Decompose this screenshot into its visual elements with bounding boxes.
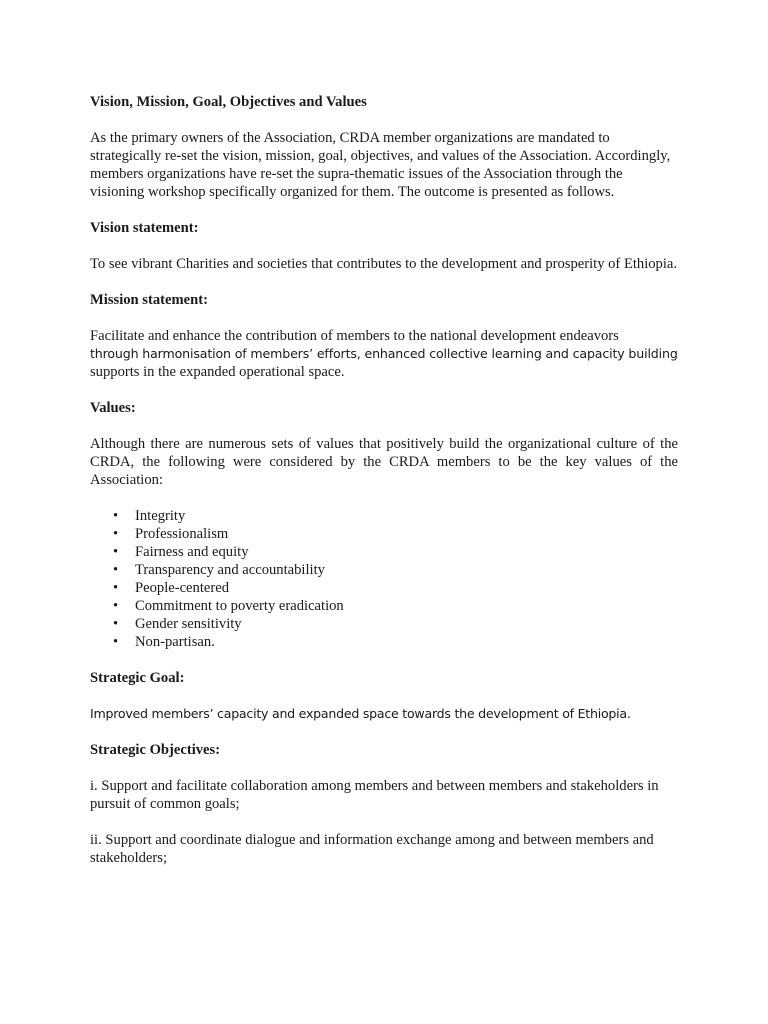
bullet-icon: • [113,634,119,650]
mission-text [90,327,678,381]
bullet-icon: • [113,562,119,578]
bullet-icon: • [113,598,119,614]
vision-heading: Vision statement: [90,220,199,236]
value-label: Non-partisan. [135,634,215,650]
value-label: Fairness and equity [135,544,249,560]
value-label: People-centered [135,580,229,596]
bullet-icon: • [113,526,119,542]
values-heading: Values: [90,400,136,416]
bullet-icon: • [113,508,119,524]
bullet-icon: • [113,544,119,560]
bullet-icon: • [113,580,119,596]
list-item [90,561,678,579]
bullet-icon: • [113,616,119,632]
value-label: Integrity [135,508,186,524]
document-title: Vision, Mission, Goal, Objectives and Values [90,94,367,110]
mission-line-2: through harmonisation of members’ efforts, enhanced collective learning and capacity building [90,346,678,361]
list-item [90,579,678,597]
values-intro: Although there are numerous sets of values that positively build the organizational culture of the CRDA, the following were considered by the CRDA members to be the key values of the Association: [90,436,678,488]
intro-paragraph: As the primary owners of the Association, CRDA member organizations are mandated to strategically re-set the vision, mission, goal, objectives, and values of the Association. Accordingly, members organizations have re-set the supra-thematic issues of the Association through the visioning workshop specifically organized for them. The outcome is presented as follows. [90,130,671,200]
value-label: Commitment to poverty eradication [135,598,344,614]
values-list [90,507,678,651]
objective-item: i. Support and facilitate collaboration among members and between members and stakeholders in pursuit of common goals; [90,778,659,812]
objectives-heading: Strategic Objectives: [90,742,221,758]
mission-heading: Mission statement: [90,292,208,308]
list-item [90,615,678,633]
mission-line-1: Facilitate and enhance the contribution of members to the national development endeavors [90,328,619,344]
list-item [90,633,678,651]
value-label: Transparency and accountability [135,562,325,578]
goal-text: Improved members’ capacity and expanded space towards the development of Ethiopia. [90,706,631,721]
mission-line-3: supports in the expanded operational space. [90,364,345,380]
value-label: Professionalism [135,526,229,542]
list-item [90,525,678,543]
vision-text: To see vibrant Charities and societies that contributes to the development and prosperity of Ethiopia. [90,256,678,272]
list-item [90,543,678,561]
list-item [90,597,678,615]
document-page [90,93,678,885]
goal-heading: Strategic Goal: [90,670,185,686]
list-item [90,507,678,525]
value-label: Gender sensitivity [135,616,242,632]
objective-item: ii. Support and coordinate dialogue and information exchange among and between members and stakeholders; [90,832,654,866]
